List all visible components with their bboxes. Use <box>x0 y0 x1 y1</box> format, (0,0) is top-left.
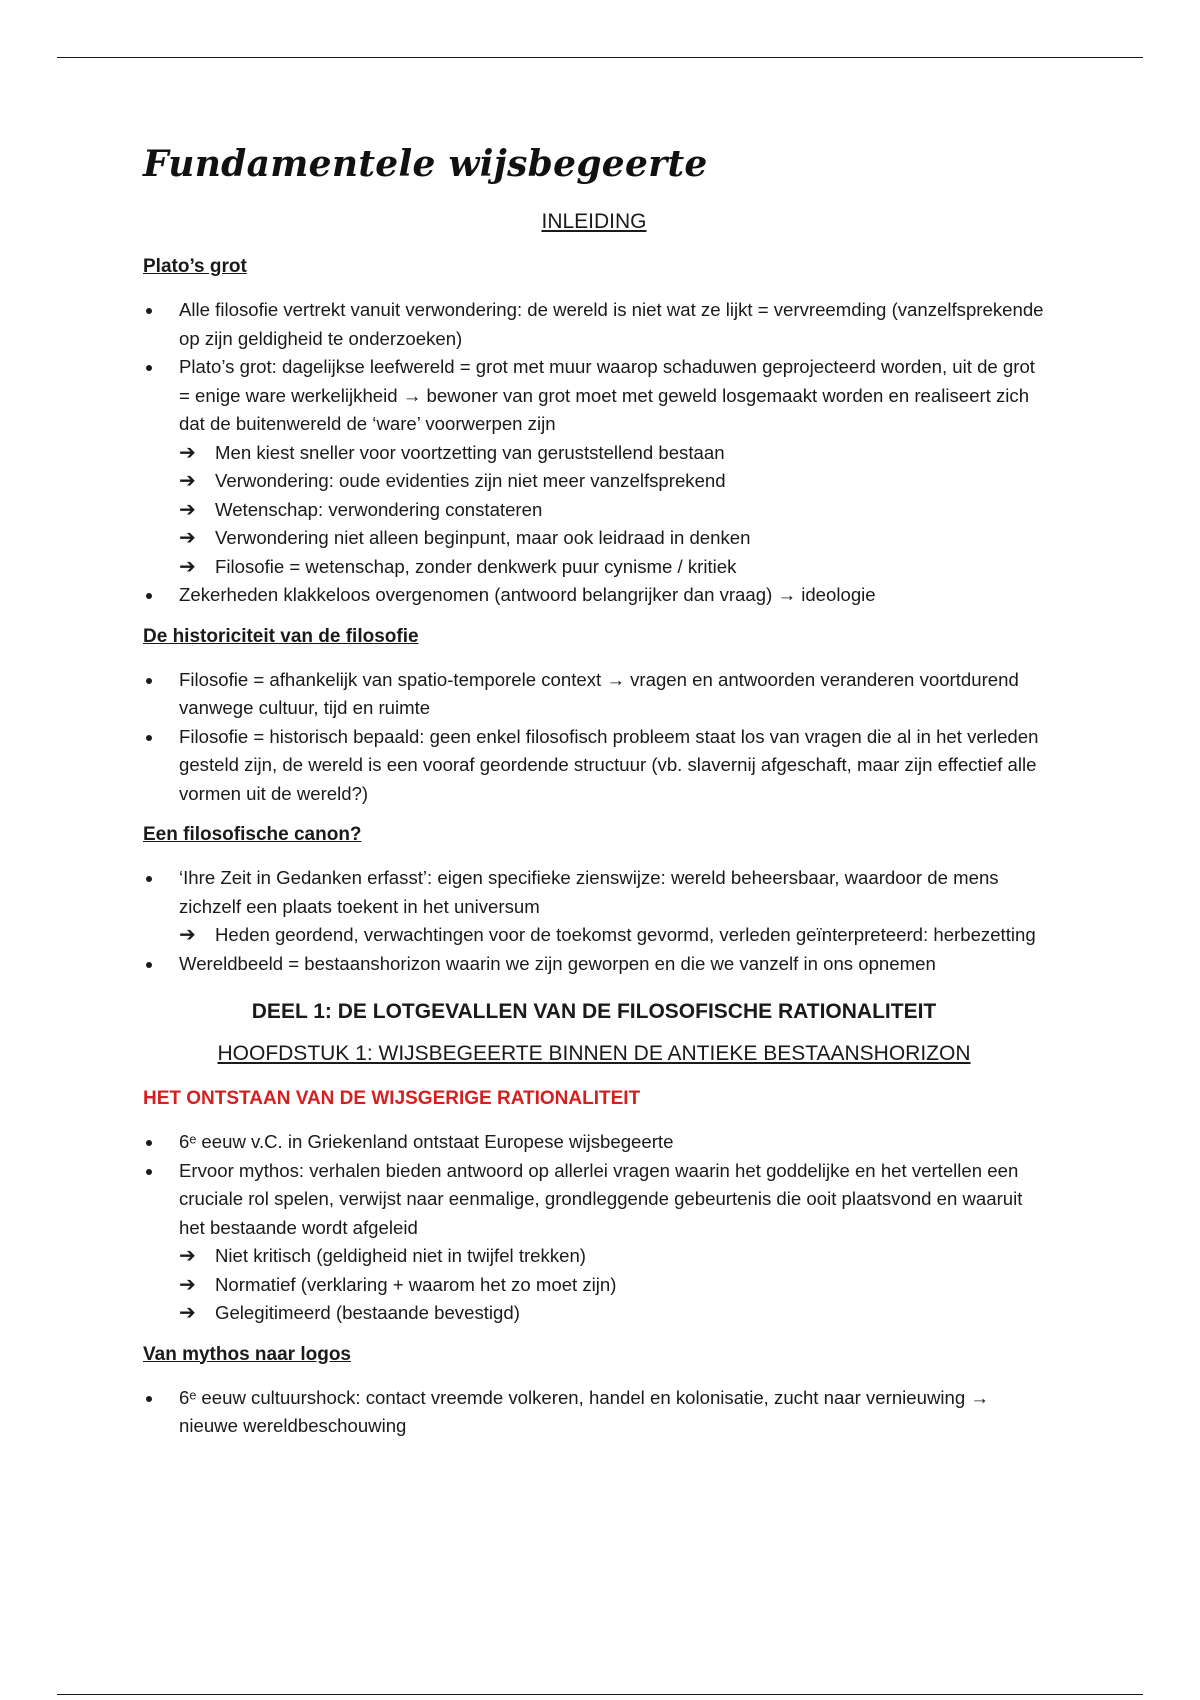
document-title: Fundamentele wijsbegeerte <box>143 143 708 185</box>
bullet-item <box>143 296 1045 353</box>
arrow-item <box>179 439 1045 468</box>
arrow-icon: ➔ <box>179 1273 196 1296</box>
arrow-icon: ➔ <box>179 1302 196 1324</box>
arrow-icon: ➔ <box>179 441 196 464</box>
arrow-item <box>179 467 1045 496</box>
bullet-text: Filosofie = historisch bepaald: geen enkel filosofisch probleem staat los van vragen die al in het verleden gesteld zijn, de wereld is een vooraf geordende structuur (vb. slavernij afgeschaft, maar zijn effectief alle vormen uit de wereld?) <box>179 725 1039 804</box>
bullet-list <box>143 666 1045 809</box>
arrow-text: Gelegitimeerd (bestaande bevestigd) <box>215 1302 520 1323</box>
bullet-item <box>143 1128 1045 1157</box>
arrow-icon: ➔ <box>179 1245 196 1267</box>
arrow-icon: ➔ <box>179 498 196 521</box>
bullet-text: Ervoor mythos: verhalen bieden antwoord op allerlei vragen waarin het goddelijke en het vertellen een cruciale rol spelen, verwijst naar eenmalige, grondleggende gebeurtenis die ooit plaatsvond en waaruit het bestaande wordt afgeleid <box>179 1159 1023 1238</box>
bullet-item <box>143 950 1045 979</box>
bullet-text: Alle filosofie vertrekt vanuit verwondering: de wereld is niet wat ze lijkt = vervreemding (vanzelfsprekende op zijn geldigheid te onderzoeken) <box>179 299 1044 349</box>
arrow-list <box>179 921 1045 950</box>
bullet-item <box>143 864 1045 950</box>
bullet-item <box>143 581 1045 610</box>
bullet-list <box>143 296 1045 610</box>
bullet-item <box>143 666 1045 723</box>
arrow-text: Wetenschap: verwondering constateren <box>215 498 543 520</box>
section-heading: Een filosofische canon? <box>143 824 362 845</box>
arrow-item <box>179 1299 1045 1328</box>
arrow-text: Verwondering niet alleen beginpunt, maar ook leidraad in denken <box>215 527 751 548</box>
arrow-text: Filosofie = wetenschap, zonder denkwerk puur cynisme / kritiek <box>215 555 737 577</box>
bullet-item <box>143 1157 1045 1328</box>
bullet-text: 6ᵉ eeuw cultuurshock: contact vreemde volkeren, handel en kolonisatie, zucht naar vernieuwing → nieuwe wereldbeschouwing <box>179 1386 989 1436</box>
arrow-icon: ➔ <box>179 924 196 946</box>
arrow-item <box>179 496 1045 525</box>
bottom-rule <box>57 1694 1143 1695</box>
bullet-text: Filosofie = afhankelijk van spatio-temporele context → vragen en antwoorden veranderen voortdurend vanwege cultuur, tijd en ruimte <box>179 668 1019 718</box>
inleiding-heading: INLEIDING <box>541 210 647 233</box>
bullet-text: Plato’s grot: dagelijkse leefwereld = grot met muur waarop schaduwen geprojecteerd worden, uit de grot = enige ware werkelijkheid → bewoner van grot moet met geweld losgemaakt worden en realiseert zich dat de buitenwereld de ‘ware’ voorwerpen zijn <box>179 356 1035 434</box>
bullet-text: ‘Ihre Zeit in Gedanken erfasst’: eigen specifieke zienswijze: wereld beheersbaar, waardoor de mens zichzelf een plaats toekent in het universum <box>179 867 999 917</box>
arrow-icon: ➔ <box>179 470 196 492</box>
arrow-text: Heden geordend, verwachtingen voor de toekomst gevormd, verleden geïnterpreteerd: herbezetting <box>215 924 1036 945</box>
arrow-text: Niet kritisch (geldigheid niet in twijfel trekken) <box>215 1245 586 1266</box>
arrow-text: Normatief (verklaring + waarom het zo moet zijn) <box>215 1273 617 1295</box>
arrow-item <box>179 1242 1045 1271</box>
hoofdstuk-heading: HOOFDSTUK 1: WIJSBEGEERTE BINNEN DE ANTIEKE BESTAANSHORIZON <box>217 1042 971 1065</box>
bullet-item <box>143 723 1045 809</box>
hoofdstuk-sections <box>143 1086 1045 1441</box>
arrow-item <box>179 524 1045 553</box>
arrow-text: Verwondering: oude evidenties zijn niet meer vanzelfsprekend <box>215 470 726 491</box>
arrow-text: Men kiest sneller voor voortzetting van geruststellend bestaan <box>215 441 725 463</box>
arrow-item <box>179 1271 1045 1300</box>
arrow-icon: ➔ <box>179 527 196 549</box>
section-heading: De historiciteit van de filosofie <box>143 625 419 647</box>
top-rule <box>57 57 1143 58</box>
section-heading: Plato’s grot <box>143 256 247 277</box>
document-page <box>143 140 1045 1455</box>
arrow-item <box>179 921 1045 950</box>
bullet-text: Wereldbeeld = bestaanshorizon waarin we zijn geworpen en die we vanzelf in ons opnemen <box>179 952 936 974</box>
inleiding-sections <box>143 254 1045 978</box>
deel-heading: DEEL 1: DE LOTGEVALLEN VAN DE FILOSOFISCHE RATIONALITEIT <box>251 1000 937 1023</box>
bullet-text: Zekerheden klakkeloos overgenomen (antwoord belangrijker dan vraag) → ideologie <box>179 584 876 605</box>
arrow-list <box>179 1242 1045 1328</box>
arrow-list <box>179 439 1045 582</box>
bullet-list <box>143 1384 1045 1441</box>
bullet-text: 6ᵉ eeuw v.C. in Griekenland ontstaat Europese wijsbegeerte <box>179 1131 674 1152</box>
section-heading: Van mythos naar logos <box>143 1343 351 1365</box>
bullet-list <box>143 864 1045 978</box>
bullet-list <box>143 1128 1045 1328</box>
section-heading: HET ONTSTAAN VAN DE WIJSGERIGE RATIONALITEIT <box>143 1088 641 1109</box>
bullet-item <box>143 353 1045 581</box>
arrow-item <box>179 553 1045 582</box>
arrow-icon: ➔ <box>179 555 196 578</box>
bullet-item <box>143 1384 1045 1441</box>
